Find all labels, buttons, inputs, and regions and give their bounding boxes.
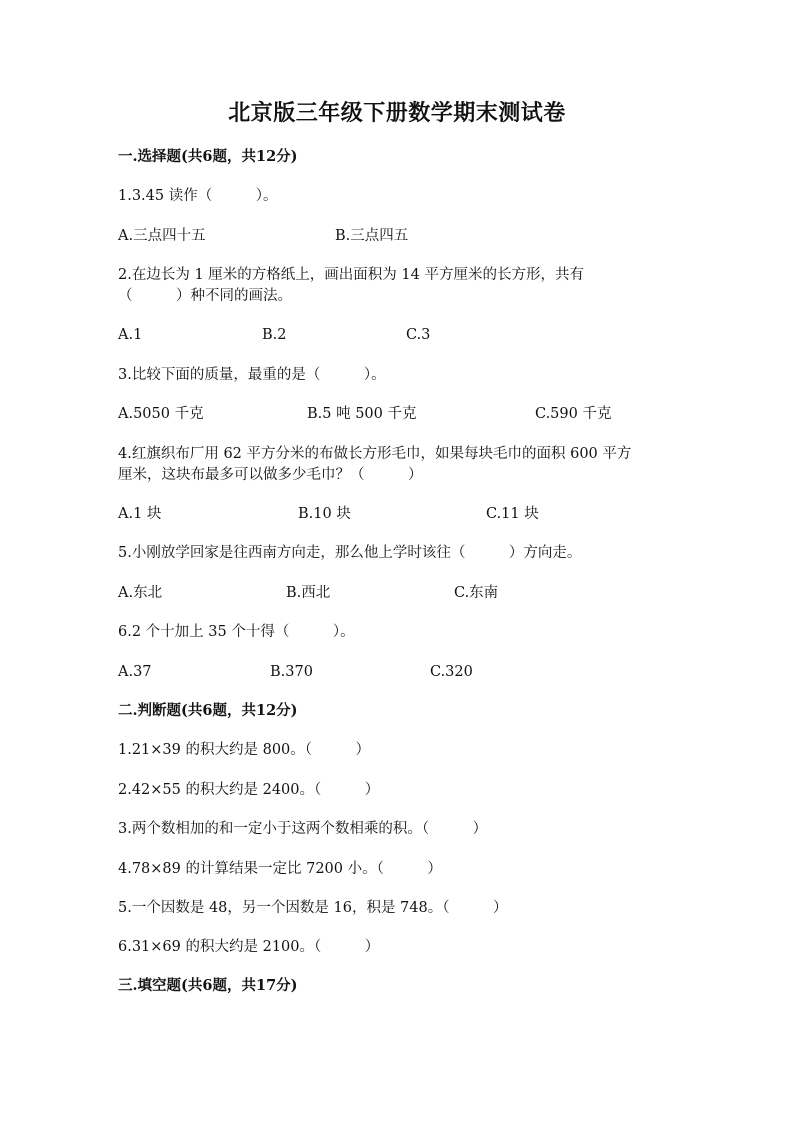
question-text: 2.42×55 的积大约是 2400。（ ） [118, 782, 380, 798]
question-text: 3.比较下面的质量，最重的是（ ）。 [118, 367, 386, 383]
option-c: C.590 千克 [535, 406, 612, 422]
section-heading-judgment: 二.判断题(共6题，共12分) [118, 702, 298, 719]
option-c: C.东南 [454, 585, 499, 601]
question-text: 4.78×89 的计算结果一定比 7200 小。（ ） [118, 861, 442, 877]
option-a: A.37 [118, 664, 152, 680]
option-b: B.西北 [286, 585, 331, 601]
question-text: 2.在边长为 1 厘米的方格纸上，画出面积为 14 平方厘米的长方形，共有 [118, 267, 584, 283]
question-text: 5.小刚放学回家是往西南方向走，那么他上学时该往（ ）方向走。 [118, 545, 582, 561]
option-b: B.5 吨 500 千克 [307, 406, 417, 422]
option-a: A.1 块 [118, 506, 162, 522]
question-text: 6.31×69 的积大约是 2100。（ ） [118, 939, 380, 955]
option-a: A.1 [118, 327, 143, 343]
question-text: 1.21×39 的积大约是 800。（ ） [118, 742, 371, 758]
option-c: C.11 块 [486, 506, 539, 522]
question-text: 6.2 个十加上 35 个十得（ ）。 [118, 624, 355, 640]
question-text: 3.两个数相加的和一定小于这两个数相乘的积。（ ） [118, 821, 488, 837]
option-a: A.三点四十五 [118, 228, 206, 244]
option-a: A.5050 千克 [118, 406, 204, 422]
section-heading-fill-blank: 三.填空题(共6题，共17分) [118, 977, 298, 994]
option-b: B.10 块 [298, 506, 351, 522]
question-text-continued: （ ）种不同的画法。 [118, 288, 292, 304]
question-text-continued: 厘米，这块布最多可以做多少毛巾？（ ） [118, 467, 423, 483]
question-text: 5.一个因数是 48，另一个因数是 16，积是 748。（ ） [118, 900, 508, 916]
question-text: 1.3.45 读作（ ）。 [118, 188, 278, 204]
option-c: C.320 [430, 664, 473, 680]
exam-title: 北京版三年级下册数学期末测试卷 [228, 100, 566, 126]
question-text: 4.红旗织布厂用 62 平方分米的布做长方形毛巾，如果每块毛巾的面积 600 平方 [118, 446, 632, 462]
option-b: B.三点四五 [335, 228, 409, 244]
option-c: C.3 [406, 327, 431, 343]
option-b: B.2 [262, 327, 287, 343]
section-heading-choice: 一.选择题(共6题，共12分) [118, 148, 298, 165]
option-b: B.370 [270, 664, 313, 680]
option-a: A.东北 [118, 585, 163, 601]
